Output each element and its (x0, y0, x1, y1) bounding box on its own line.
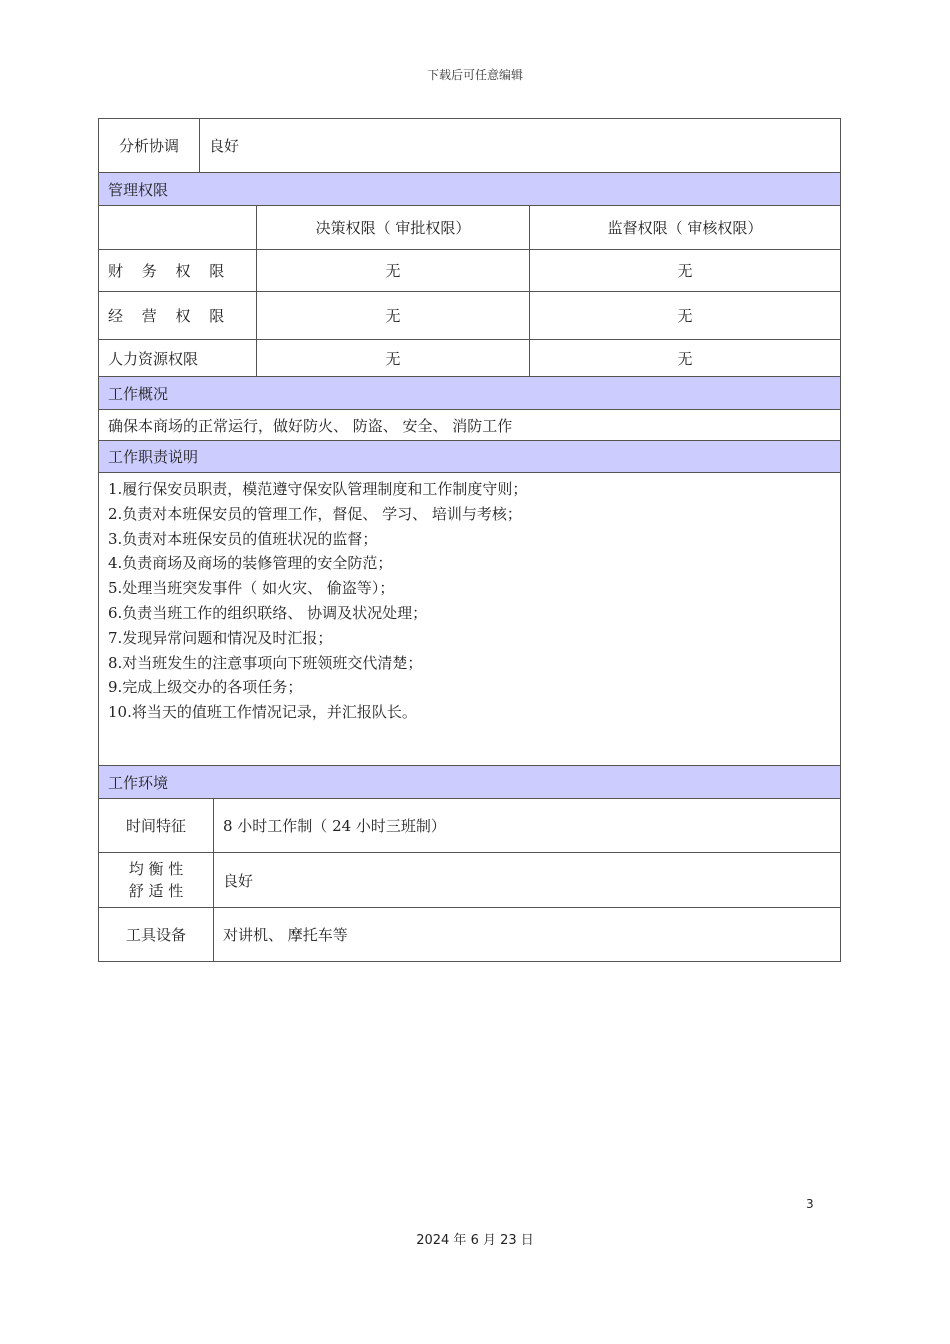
environment-row (99, 853, 841, 908)
duty-item: 6.负责当班工作的组织联络、 协调及状况处理； (108, 603, 428, 622)
environment-row-label: 工具设备 (99, 908, 214, 962)
authority-row (99, 250, 841, 292)
environment-section-title: 工作环境 (99, 766, 841, 799)
footer-date: 2024 年 6 月 23 日 (416, 1233, 534, 1248)
analysis-label: 分析协调 (99, 119, 200, 173)
duty-item: 1.履行保安员职责，模范遵守保安队管理制度和工作制度守则； (108, 480, 528, 498)
page-number: 3 (806, 1197, 814, 1211)
balance-label: 均 衡 性 (128, 860, 184, 878)
authority-row-decision: 无 (257, 292, 530, 340)
environment-row-value: 8 小时工作制（ 24 小时三班制） (214, 799, 841, 853)
authority-section-title: 管理权限 (99, 173, 841, 206)
authority-col-supervise: 监督权限（ 审核权限） (530, 206, 841, 250)
authority-row-supervise: 无 (530, 292, 841, 340)
authority-row-supervise: 无 (530, 250, 841, 292)
environment-row-label: 时间特征 (99, 799, 214, 853)
duty-item: 9.完成上级交办的各项任务； (108, 678, 303, 697)
environment-row (99, 908, 841, 962)
authority-block (98, 172, 840, 377)
authority-row-supervise: 无 (530, 340, 841, 377)
comfort-label: 舒 适 性 (128, 882, 184, 900)
environment-table (98, 765, 841, 962)
work-table (98, 376, 841, 767)
duties-section-title: 工作职责说明 (99, 441, 841, 473)
authority-col-decision: 决策权限（ 审批权限） (257, 206, 530, 250)
authority-row-decision: 无 (257, 340, 530, 377)
environment-row-label (99, 853, 214, 908)
environment-row-value: 良好 (214, 853, 841, 908)
authority-row-label: 经 营 权 限 (99, 292, 257, 340)
environment-row (99, 799, 841, 853)
analysis-block (98, 118, 840, 173)
environment-row-value: 对讲机、 摩托车等 (214, 908, 841, 962)
duty-item: 2.负责对本班保安员的管理工作，督促、 学习、 培训与考核； (108, 504, 522, 523)
overview-section-title: 工作概况 (99, 377, 841, 410)
duty-item: 4.负责商场及商场的装修管理的安全防范； (108, 554, 393, 573)
duties-list (99, 473, 841, 767)
duty-item: 8.对当班发生的注意事项向下班领班交代清楚； (108, 653, 423, 672)
authority-row (99, 292, 841, 340)
authority-table (98, 172, 841, 377)
duty-item: 5.处理当班突发事件（ 如火灾、 偷盗等）； (108, 579, 395, 598)
duty-item: 10.将当天的值班工作情况记录，并汇报队长。 (108, 703, 417, 722)
header-note: 下载后可任意编辑 (426, 68, 523, 82)
analysis-table (98, 118, 841, 173)
authority-row-decision: 无 (257, 250, 530, 292)
authority-header-blank (99, 206, 257, 250)
overview-text: 确保本商场的正常运行，做好防火、 防盗、 安全、 消防工作 (99, 410, 841, 441)
duty-item: 7.发现异常问题和情况及时汇报； (108, 628, 333, 647)
duty-item: 3.负责对本班保安员的值班状况的监督； (108, 529, 378, 548)
authority-row (99, 340, 841, 377)
authority-row-label: 人力资源权限 (99, 340, 257, 377)
environment-block (98, 765, 840, 962)
authority-row-label: 财 务 权 限 (99, 250, 257, 292)
analysis-value: 良好 (200, 119, 841, 173)
work-block (98, 376, 840, 767)
